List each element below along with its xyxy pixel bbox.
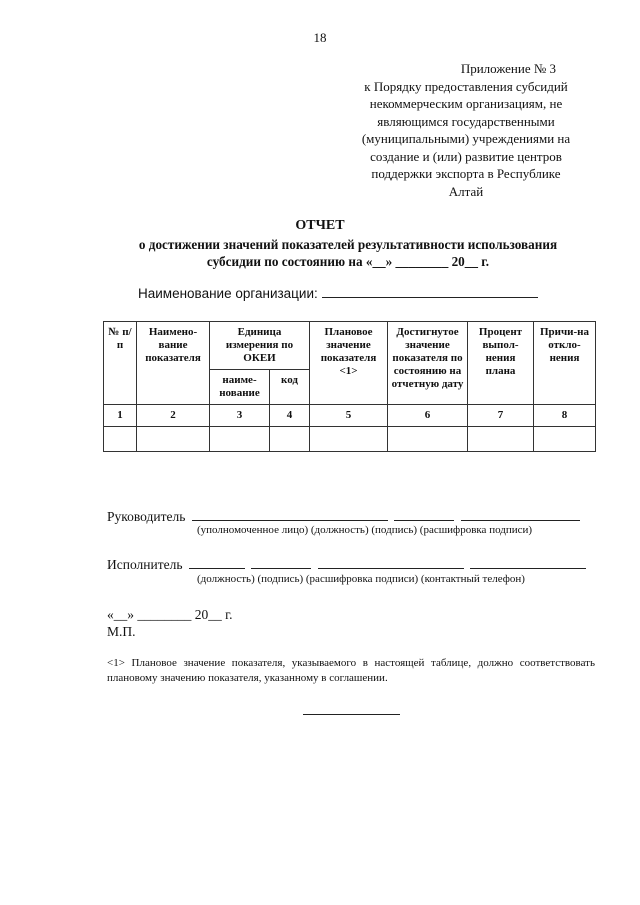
column-number: 4: [270, 405, 310, 427]
column-number: 3: [210, 405, 270, 427]
closing-rule: [303, 714, 400, 715]
report-title: ОТЧЕТ: [295, 218, 345, 233]
organization-fill-line[interactable]: [322, 285, 538, 298]
table-cell[interactable]: [210, 427, 270, 452]
head-person-line[interactable]: [192, 508, 388, 521]
table-cell[interactable]: [310, 427, 388, 452]
exec-label: Исполнитель: [107, 557, 183, 572]
table-cell[interactable]: [104, 427, 137, 452]
column-number-row: [104, 405, 596, 427]
exec-position-line[interactable]: [189, 556, 245, 569]
appendix-line: некоммерческим организациям, не: [369, 96, 563, 111]
header-planned: Плановое значение показателя <1>: [310, 322, 388, 405]
report-subtitle-line1: о достижении значений показателей результативности использования: [138, 237, 558, 252]
head-decoding-line[interactable]: [461, 508, 580, 521]
column-number: 2: [137, 405, 210, 427]
organization-label: Наименование организации:: [138, 286, 318, 301]
header-reasons: Причи-на откло-нения: [534, 322, 596, 405]
appendix-line: создание и (или) развитие центров: [370, 148, 562, 164]
head-label: Руководитель: [107, 509, 186, 524]
column-number: 5: [310, 405, 388, 427]
header-unit-group: Единица измерения по ОКЕИ: [210, 322, 310, 370]
head-signature-line[interactable]: [394, 508, 454, 521]
header-unit-code: код: [270, 370, 310, 405]
table-cell[interactable]: [468, 427, 534, 452]
column-number: 6: [388, 405, 468, 427]
table-cell[interactable]: [388, 427, 468, 452]
header-unit-name: наиме-нование: [210, 370, 270, 405]
exec-hint: (должность) (подпись) (расшифровка подписи) (контактный телефон): [197, 573, 525, 585]
head-signature-row: [107, 508, 580, 525]
stamp-label: М.П.: [107, 624, 136, 639]
date-line: «__» ________ 20__ г.: [107, 607, 233, 622]
table-cell[interactable]: [137, 427, 210, 452]
report-subtitle: [92, 236, 604, 270]
exec-decoding-line[interactable]: [318, 556, 464, 569]
column-number: 8: [534, 405, 596, 427]
header-name: Наимено-вание показателя: [137, 322, 210, 405]
exec-phone-line[interactable]: [470, 556, 586, 569]
column-number: 7: [468, 405, 534, 427]
exec-signature-row: [107, 556, 586, 573]
page-number: 18: [313, 30, 327, 45]
table-cell[interactable]: [270, 427, 310, 452]
header-achieved: Достигнутое значение показателя по состоянию на отчетную дату: [388, 322, 468, 405]
organization-row: [138, 285, 538, 301]
appendix-line: к Порядку предоставления субсидий: [364, 78, 568, 94]
footnote: <1> Плановое значение показателя, указываемого в настоящей таблице, должно соответствовать плановому значению показателя, указанному в соглашении.: [107, 657, 595, 684]
table-cell[interactable]: [534, 427, 596, 452]
appendix-line: поддержки экспорта в Республике: [371, 166, 561, 181]
report-table: [103, 321, 596, 452]
appendix-line: Алтай: [448, 183, 484, 199]
appendix-title: Приложение № 3: [460, 61, 556, 76]
exec-signature-line[interactable]: [251, 556, 311, 569]
report-subtitle-line2: субсидии по состоянию на «__» ________ 20__ г.: [206, 254, 490, 269]
header-num: № п/п: [104, 322, 137, 405]
header-percent: Процент выпол-нения плана: [468, 322, 534, 405]
head-hint: (уполномоченное лицо) (должность) (подпись) (расшифровка подписи): [197, 524, 533, 536]
appendix-line: (муниципальными) учреждениями на: [361, 131, 571, 146]
appendix-line: являющимся государственными: [377, 113, 555, 129]
table-row: [104, 427, 596, 452]
appendix-block: [340, 60, 592, 200]
column-number: 1: [104, 405, 137, 427]
